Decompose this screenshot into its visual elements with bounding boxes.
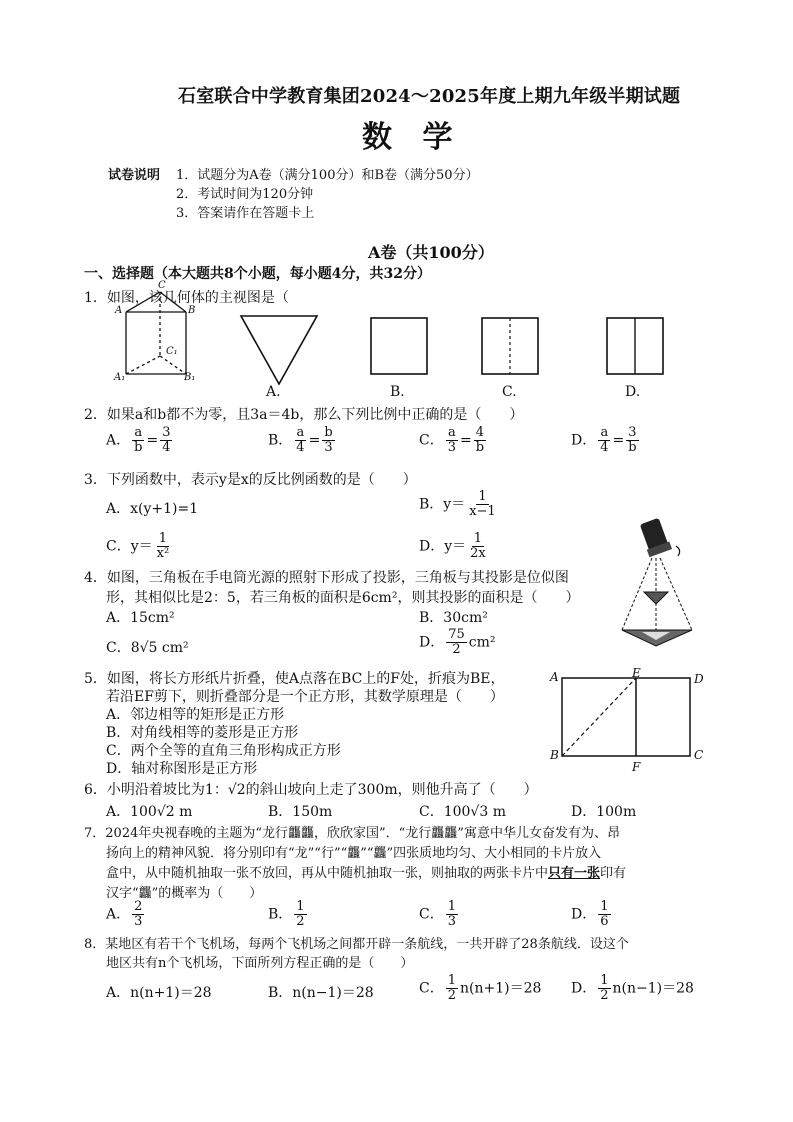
q7-option-c: C． $\frac{1}{3}$ — [419, 899, 456, 929]
q7-stem-line1: 7．2024年央视春晚的主题为“龙行龘龘，欣欣家国”．“龙行龘龘”寓意中华儿女奋发有为、昂 — [84, 826, 620, 841]
q5-stem-line1: 5．如图，将长方形纸片折叠，使A点落在BC上的F处，折痕为BE， — [84, 671, 505, 687]
q1-option-a-triangle — [238, 312, 320, 388]
q2-option-b: B． $\frac{a}{4}$ = $\frac{b}{3}$ — [268, 425, 333, 455]
q4-option-d: D． $\frac{75}{2}$ cm² — [419, 627, 496, 657]
subject-title: 数 学 — [362, 120, 463, 155]
instruction-item: 1．试题分为A卷（满分100分）和B卷（满分50分） — [176, 168, 479, 183]
q7-stem-line4: 汉字“龘”的概率为（ ） — [106, 886, 263, 901]
prism-label: A — [115, 305, 123, 316]
q2-option-d: D． $\frac{a}{4}$ = $\frac{3}{b}$ — [571, 425, 637, 455]
q3-option-b: B．y＝ $\frac{1}{x-1}$ — [419, 489, 496, 519]
instructions-label: 试卷说明 — [108, 168, 161, 183]
q4-option-b: B．30cm² — [419, 610, 488, 626]
prism-label: C₁ — [166, 346, 178, 357]
q1-option-label: D. — [625, 384, 641, 400]
q1-option-label: C. — [502, 384, 517, 400]
prism-label: B — [188, 305, 196, 316]
q1-option-c-square-dashed — [480, 316, 540, 376]
q5-option-b: B．对角线相等的菱形是正方形 — [106, 725, 299, 741]
q5-option-c: C．两个全等的直角三角形构成正方形 — [106, 743, 341, 759]
q5-label: C — [694, 748, 704, 762]
q7-stem-line3: 盒中，从中随机抽取一张不放回，再从中随机抽取一张，则抽取的两张卡片中只有一张印有 — [106, 866, 627, 881]
q3-option-a: A．x(y+1)=1 — [106, 501, 199, 517]
q5-label: B — [550, 748, 559, 762]
q7-stem-line2: 扬向上的精神风貌．将分别印有“龙”“行”“龘”“龘”四张质地均匀、大小相同的卡片放入 — [106, 846, 602, 861]
prism-label: C — [158, 280, 166, 291]
q8-stem-line2: 地区共有n个飞机场，下面所列方程正确的是（ ） — [106, 956, 414, 971]
q1-option-label: B. — [390, 384, 405, 400]
q8-option-a: A．n(n+1)＝28 — [106, 985, 212, 1001]
q5-option-d: D．轴对称图形是正方形 — [106, 761, 258, 777]
q7-option-a: A． $\frac{2}{3}$ — [106, 899, 143, 929]
part1-heading: 一、选择题（本大题共8个小题，每小题4分，共32分） — [84, 266, 431, 282]
prism-label: A₁ — [114, 372, 126, 383]
q8-stem-line1: 8．某地区有若干个飞机场，每两个飞机场之间都开辟一条航线，一共开辟了28条航线．设这个 — [84, 937, 629, 952]
q5-label: D — [694, 672, 704, 686]
q8-option-d: D． $\frac{1}{2}$ n(n−1)＝28 — [571, 973, 694, 1003]
q5-label: A — [550, 670, 559, 684]
q7-option-b: B． $\frac{1}{2}$ — [268, 899, 305, 929]
q8-option-b: B．n(n−1)＝28 — [268, 985, 374, 1001]
q4-stem-line2: 形，其相似比是2：5，若三角板的面积是6cm²，则其投影的面积是（ ） — [106, 590, 580, 606]
prism-label: B₁ — [184, 372, 196, 383]
q6-option-d: D．100m — [571, 804, 637, 820]
q2-option-a: A． $\frac{a}{b}$ = $\frac{3}{4}$ — [106, 425, 171, 455]
q2-option-c: C． $\frac{a}{3}$ = $\frac{4}{b}$ — [419, 425, 485, 455]
instruction-item: 2．考试时间为120分钟 — [176, 187, 314, 202]
q5-label: E — [632, 666, 641, 680]
q7-option-d: D． $\frac{1}{6}$ — [571, 899, 609, 929]
q6-option-c: C．100√3 m — [419, 804, 506, 820]
q5-option-a: A．邻边相等的矩形是正方形 — [106, 707, 285, 723]
q4-option-c: C．8√5 cm² — [106, 640, 189, 656]
q3-stem: 3．下列函数中，表示y是x的反比例函数的是（ ） — [84, 472, 417, 488]
instruction-item: 3．答案请作在答题卡上 — [176, 206, 315, 221]
q2-stem: 2．如果a和b都不为零，且3a＝4b，那么下列比例中正确的是（ ） — [84, 407, 524, 423]
q5-label: F — [632, 760, 641, 774]
q1-option-b-square — [369, 316, 429, 376]
exam-title: 石室联合中学教育集团2024～2025年度上期九年级半期试题 — [178, 86, 681, 107]
q6-option-a: A．100√2 m — [106, 804, 193, 820]
section-a-heading: A卷（共100分） — [368, 243, 494, 262]
q4-flashlight-figure — [614, 518, 706, 656]
q1-stem: 1．如图，该几何体的主视图是（ — [84, 290, 289, 306]
q8-option-c: C． $\frac{1}{2}$ n(n+1)＝28 — [419, 973, 542, 1003]
q5-stem-line2: 若沿EF剪下，则折叠部分是一个正方形，其数学原理是（ ） — [106, 689, 504, 705]
q4-stem-line1: 4．如图，三角板在手电筒光源的照射下形成了投影，三角板与其投影是位似图 — [84, 570, 569, 586]
q4-option-a: A．15cm² — [106, 610, 175, 626]
q1-option-d-square-solid — [605, 316, 665, 376]
q6-stem: 6．小明沿着坡比为1：√2的斜山坡向上走了300m，则他升高了（ ） — [84, 782, 538, 798]
q5-rectangle-figure — [560, 672, 694, 760]
q3-option-c: C．y＝ $\frac{1}{\text{x²}}$ — [106, 531, 170, 561]
q1-option-label: A. — [266, 384, 281, 400]
q6-option-b: B．150m — [268, 804, 333, 820]
q3-option-d: D．y＝ $\frac{1}{2x}$ — [419, 531, 486, 561]
